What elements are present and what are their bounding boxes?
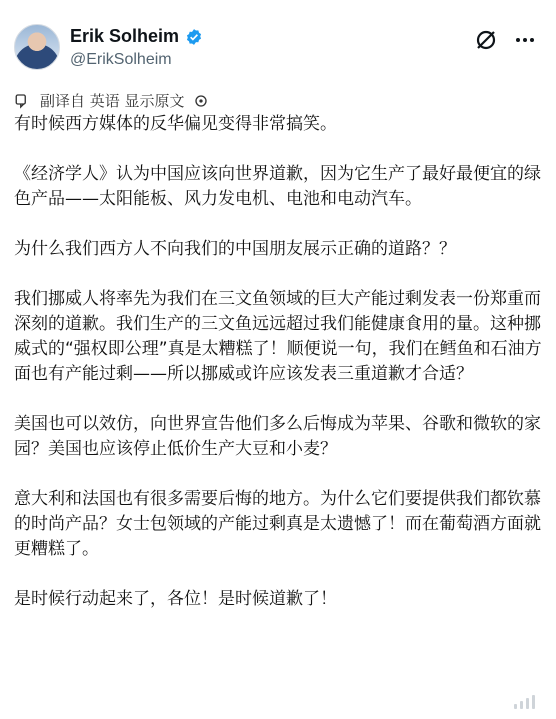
post-paragraph: 为什么我们西方人不向我们的中国朋友展示正确的道路？？ [14,239,456,259]
post-paragraph: 意大利和法国也有很多需要后悔的地方。为什么它们要提供我们都钦慕的时尚产品？女士包领域的产能过剩真是太遗憾了！而在葡萄酒方面就更糟糕了。 [14,489,541,559]
more-options-icon[interactable] [516,32,538,48]
avatar[interactable] [14,24,60,70]
translation-bar [14,90,209,111]
post-paragraph: 《经济学人》认为中国应该向世界道歉，因为它生产了最好最便宜的绿色产品——太阳能板、风力发电机、电池和电动汽车。 [14,164,541,209]
post-body [14,112,544,612]
author-name-row [70,26,203,47]
post-paragraph: 美国也可以效仿，向世界宣告他们多么后悔成为苹果、谷歌和微软的家园？美国也应该停止低价生产大豆和小麦？ [14,414,541,459]
post-paragraph: 有时候西方媒体的反华偏见变得非常搞笑。 [14,114,337,134]
author-name[interactable]: Erik Solheim [70,26,180,46]
translation-label[interactable]: 副译自 英语 显示原文 [40,92,185,110]
verified-badge-icon [185,28,203,46]
grok-icon[interactable] [474,28,498,52]
post-paragraph: 是时候行动起来了，各位！是时候道歉了！ [14,589,337,609]
signal-bars-icon [514,695,542,709]
post-paragraph: 我们挪威人将率先为我们在三文鱼领域的巨大产能过剩发表一份郑重而深刻的道歉。我们生产的三文鱼远远超过我们能健康食用的量。这种挪威式的“强权即公理”真是太糟糕了！顺便说一句，我们在鳕鱼和石油方面也有产能过剩——所以挪威或许应该发表三重道歉才合适？ [14,289,542,384]
post-header [14,18,542,74]
author-handle[interactable]: @ErikSolheim [70,51,172,68]
gear-icon[interactable] [193,93,209,109]
translate-icon [14,92,32,110]
